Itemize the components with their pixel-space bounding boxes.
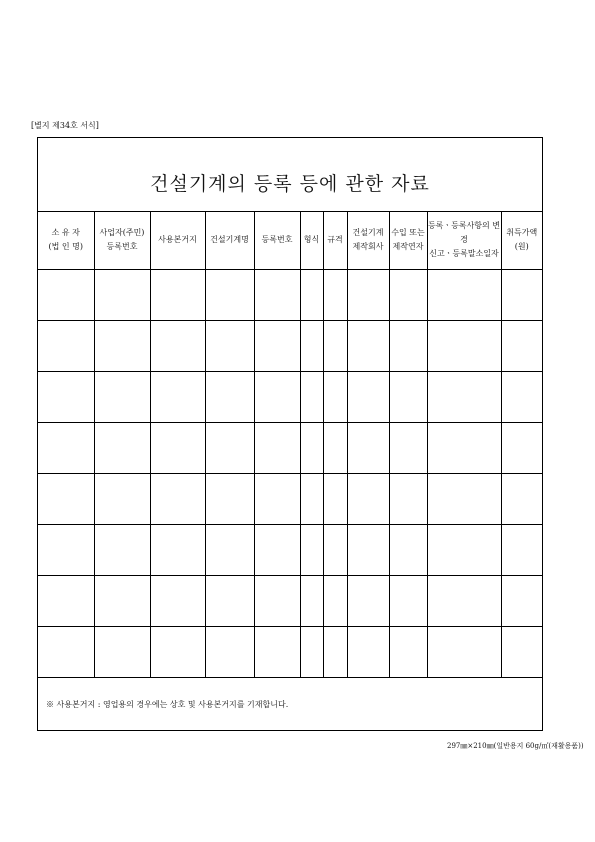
table-cell[interactable] xyxy=(94,320,150,371)
table-cell[interactable] xyxy=(389,371,427,422)
table-cell[interactable] xyxy=(150,422,205,473)
col-manufacturer-header: 건설기계 제작회사 xyxy=(347,212,389,269)
table-cell[interactable] xyxy=(254,320,300,371)
table-row xyxy=(38,320,542,371)
table-row xyxy=(38,575,542,626)
table-cell[interactable] xyxy=(94,371,150,422)
table-cell[interactable] xyxy=(300,269,323,320)
table-cell[interactable] xyxy=(389,473,427,524)
table-cell[interactable] xyxy=(205,422,254,473)
table-cell[interactable] xyxy=(347,473,389,524)
table-cell[interactable] xyxy=(501,575,542,626)
table-cell[interactable] xyxy=(94,269,150,320)
table-row xyxy=(38,422,542,473)
table-cell[interactable] xyxy=(501,371,542,422)
table-cell[interactable] xyxy=(427,626,501,677)
table-cell[interactable] xyxy=(501,422,542,473)
table-cell[interactable] xyxy=(427,371,501,422)
table-cell[interactable] xyxy=(501,269,542,320)
table-cell[interactable] xyxy=(205,371,254,422)
table-cell[interactable] xyxy=(427,320,501,371)
table-cell[interactable] xyxy=(347,524,389,575)
col-model-header: 형식 xyxy=(300,212,323,269)
table-cell[interactable] xyxy=(323,269,347,320)
table-cell[interactable] xyxy=(38,626,94,677)
table-cell[interactable] xyxy=(323,320,347,371)
usage-note: ※ 사용본거지 : 영업용의 경우에는 상호 및 사용본거지를 기재합니다. xyxy=(38,677,542,730)
table-cell[interactable] xyxy=(38,473,94,524)
table-cell[interactable] xyxy=(254,575,300,626)
col-spec-header: 규격 xyxy=(323,212,347,269)
col-acquisition-price-header: 취득가액 (원) xyxy=(501,212,542,269)
header-row xyxy=(38,212,542,269)
table-cell[interactable] xyxy=(323,575,347,626)
table-cell[interactable] xyxy=(427,524,501,575)
table-cell[interactable] xyxy=(300,422,323,473)
table-cell[interactable] xyxy=(205,626,254,677)
col-registration-date-header: 등록ㆍ등록사항의 변경 신고ㆍ등록말소일자 xyxy=(427,212,501,269)
table-row xyxy=(38,524,542,575)
table-cell[interactable] xyxy=(347,269,389,320)
table-cell[interactable] xyxy=(254,269,300,320)
table-row xyxy=(38,269,542,320)
table-cell[interactable] xyxy=(300,626,323,677)
table-cell[interactable] xyxy=(38,575,94,626)
table-cell[interactable] xyxy=(347,626,389,677)
title-box xyxy=(38,138,542,212)
table-cell[interactable] xyxy=(323,422,347,473)
table-cell[interactable] xyxy=(501,626,542,677)
table-row xyxy=(38,626,542,677)
table-cell[interactable] xyxy=(300,371,323,422)
table-cell[interactable] xyxy=(501,473,542,524)
table-row xyxy=(38,371,542,422)
form-title: 건설기계의 등록 등에 관한 자료 xyxy=(150,173,430,195)
table-cell[interactable] xyxy=(254,626,300,677)
table-cell[interactable] xyxy=(38,320,94,371)
table-cell[interactable] xyxy=(389,269,427,320)
table-cell[interactable] xyxy=(389,422,427,473)
table-cell[interactable] xyxy=(205,524,254,575)
form-reference: [별지 제34호 서식] xyxy=(31,121,99,130)
table-cell[interactable] xyxy=(501,524,542,575)
table-cell[interactable] xyxy=(323,371,347,422)
table-cell[interactable] xyxy=(94,473,150,524)
col-business-number-header: 사업자(주민) 등록번호 xyxy=(94,212,150,269)
col-machine-name-header: 건설기계명 xyxy=(205,212,254,269)
table-cell[interactable] xyxy=(501,320,542,371)
table-cell[interactable] xyxy=(205,575,254,626)
table-cell[interactable] xyxy=(38,371,94,422)
table-cell[interactable] xyxy=(347,422,389,473)
table-cell[interactable] xyxy=(389,575,427,626)
table-cell[interactable] xyxy=(254,524,300,575)
table-cell[interactable] xyxy=(300,575,323,626)
table-cell[interactable] xyxy=(38,422,94,473)
table-cell[interactable] xyxy=(254,473,300,524)
table-cell[interactable] xyxy=(389,320,427,371)
table-cell[interactable] xyxy=(94,575,150,626)
table-cell[interactable] xyxy=(150,371,205,422)
table-cell[interactable] xyxy=(427,473,501,524)
table-cell[interactable] xyxy=(427,422,501,473)
col-registration-number-header: 등록번호 xyxy=(254,212,300,269)
table-cell[interactable] xyxy=(150,524,205,575)
data-table xyxy=(38,212,542,678)
table-cell[interactable] xyxy=(300,320,323,371)
table-cell[interactable] xyxy=(150,575,205,626)
col-base-location-header: 사용본거지 xyxy=(150,212,205,269)
table-cell[interactable] xyxy=(300,473,323,524)
table-cell[interactable] xyxy=(94,626,150,677)
table-cell[interactable] xyxy=(150,320,205,371)
paper-spec: 297㎜×210㎜(일반용지 60g/㎡(재활용품)) xyxy=(447,742,584,750)
table-cell[interactable] xyxy=(323,626,347,677)
table-cell[interactable] xyxy=(323,473,347,524)
table-cell[interactable] xyxy=(38,524,94,575)
table-cell[interactable] xyxy=(205,269,254,320)
table-cell[interactable] xyxy=(205,320,254,371)
table-cell[interactable] xyxy=(150,473,205,524)
table-cell[interactable] xyxy=(347,371,389,422)
col-owner-header: 소 유 자 (법 인 명) xyxy=(38,212,94,269)
table-cell[interactable] xyxy=(94,524,150,575)
table-cell[interactable] xyxy=(347,320,389,371)
table-cell[interactable] xyxy=(323,524,347,575)
col-import-year-header: 수입 또는 제작연자 xyxy=(389,212,427,269)
table-cell[interactable] xyxy=(150,626,205,677)
table-cell[interactable] xyxy=(347,575,389,626)
table-cell[interactable] xyxy=(205,473,254,524)
table-cell[interactable] xyxy=(254,371,300,422)
table-cell[interactable] xyxy=(94,422,150,473)
table-cell[interactable] xyxy=(427,269,501,320)
form-frame xyxy=(37,137,543,731)
table-cell[interactable] xyxy=(427,575,501,626)
table-cell[interactable] xyxy=(254,422,300,473)
table-cell[interactable] xyxy=(389,524,427,575)
table-cell[interactable] xyxy=(389,626,427,677)
table-cell[interactable] xyxy=(300,524,323,575)
table-cell[interactable] xyxy=(150,269,205,320)
table-cell[interactable] xyxy=(38,269,94,320)
table-row xyxy=(38,473,542,524)
